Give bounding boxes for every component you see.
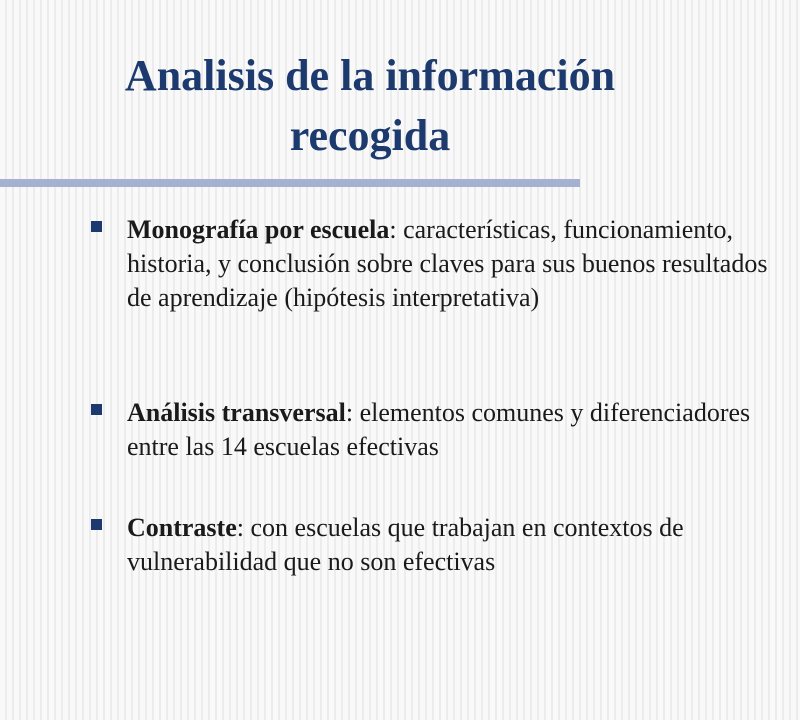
bullet-term: Análisis transversal — [127, 398, 346, 427]
bullet-description: : elementos comunes y diferenciadores entre las 14 escuelas efectivas — [127, 398, 751, 461]
slide-title-line-1: Analisis de la información — [124, 51, 616, 100]
bullet-description: : con escuelas que trabajan en contextos de vulnerabilidad que no son efectivas — [127, 513, 684, 576]
square-bullet-icon — [91, 221, 102, 232]
slide-title-line-2: recogida — [289, 111, 451, 160]
bullet-term: Contraste — [127, 513, 237, 542]
square-bullet-icon — [91, 519, 102, 530]
bullet-description: : características, funcionamiento, historia, y conclusión sobre claves para sus buenos resultados de aprendizaje (hipótesis interpretativa) — [127, 215, 768, 312]
bullet-text — [127, 511, 782, 579]
bullet-text — [127, 396, 782, 464]
bullet-text — [127, 213, 782, 315]
square-bullet-icon — [91, 404, 102, 415]
bullet-term: Monografía por escuela — [127, 215, 390, 244]
